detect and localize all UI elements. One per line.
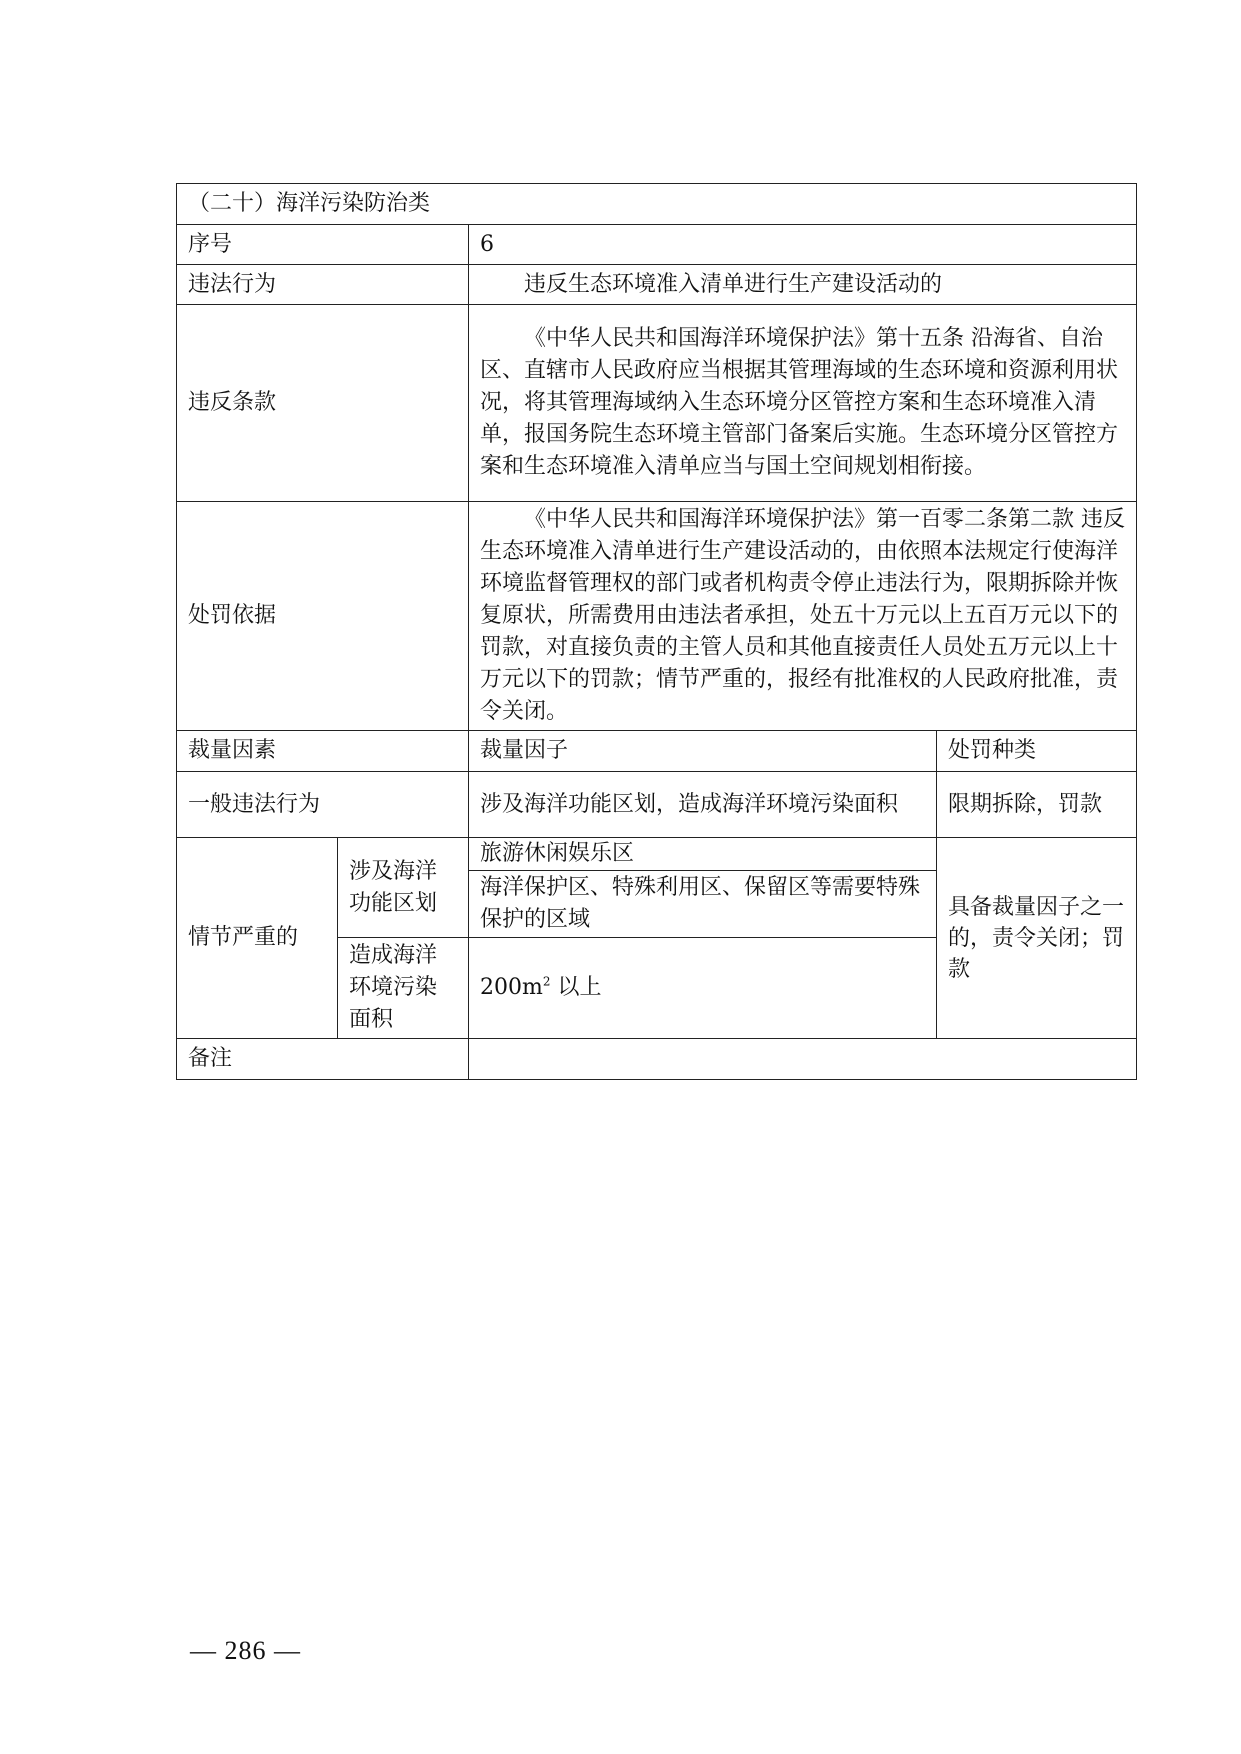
zoning-item-tourism: 旅游休闲娱乐区 [480,841,635,866]
serious-area-value [469,938,937,1039]
area-suffix: 以上 [557,975,602,1000]
serious-area-label: 造成海洋环境污染面积 [338,938,469,1039]
area-amount: 200m [480,975,543,1000]
zoning-item-protected: 海洋保护区、特殊利用区、保留区等需要特殊保护的区域 [469,870,936,937]
clause-label: 违反条款 [177,305,469,502]
serious-zoning-label: 涉及海洋功能区划 [338,838,469,938]
general-violation-label: 一般违法行为 [177,772,469,838]
violation-label: 违法行为 [177,265,469,305]
remarks-label: 备注 [177,1039,469,1080]
penalty-table [176,183,1137,1080]
section-title: （二十）海洋污染防治类 [177,184,1137,225]
clause-value: 《中华人民共和国海洋环境保护法》第十五条 沿海省、自治区、直辖市人民政府应当根据其管理海域的生态环境和资源利用状况，将其管理海域纳入生态环境分区管控方案和生态环境准入清单，报国务院生态环境主管部门备案后实施。生态环境分区管控方案和生态环境准入清单应当与国土空间规划相衔接。 [469,305,1137,502]
seq-label: 序号 [177,225,469,265]
serious-penalty: 具备裁量因子之一的，责令关闭；罚款 [937,838,1137,1039]
page-number: — 286 — [190,1636,301,1665]
penalty-type-header: 处罚种类 [937,731,1137,772]
penalty-basis-value: 《中华人民共和国海洋环境保护法》第一百零二条第二款 违反生态环境准入清单进行生产建设活动的，由依照本法规定行使海洋环境监督管理权的部门或者机构责令停止违法行为，限期拆除并恢复原状，所需费用由违法者承担，处五十万元以上五百万元以下的罚款，对直接负责的主管人员和其他直接责任人员处五万元以上十万元以下的罚款；情节严重的，报经有批准权的人民政府批准，责令关闭。 [469,502,1137,731]
area-exponent: 2 [542,974,551,989]
serious-label: 情节严重的 [177,838,338,1039]
seq-value: 6 [469,225,1137,265]
general-violation-penalty: 限期拆除，罚款 [937,772,1137,838]
violation-value: 违反生态环境准入清单进行生产建设活动的 [469,265,1137,305]
discretion-subfactor-header: 裁量因子 [469,731,937,772]
penalty-basis-label: 处罚依据 [177,502,469,731]
serious-zoning-items [469,838,937,938]
remarks-value [469,1039,1137,1080]
discretion-factor-header: 裁量因素 [177,731,469,772]
general-violation-factor: 涉及海洋功能区划，造成海洋环境污染面积 [469,772,937,838]
